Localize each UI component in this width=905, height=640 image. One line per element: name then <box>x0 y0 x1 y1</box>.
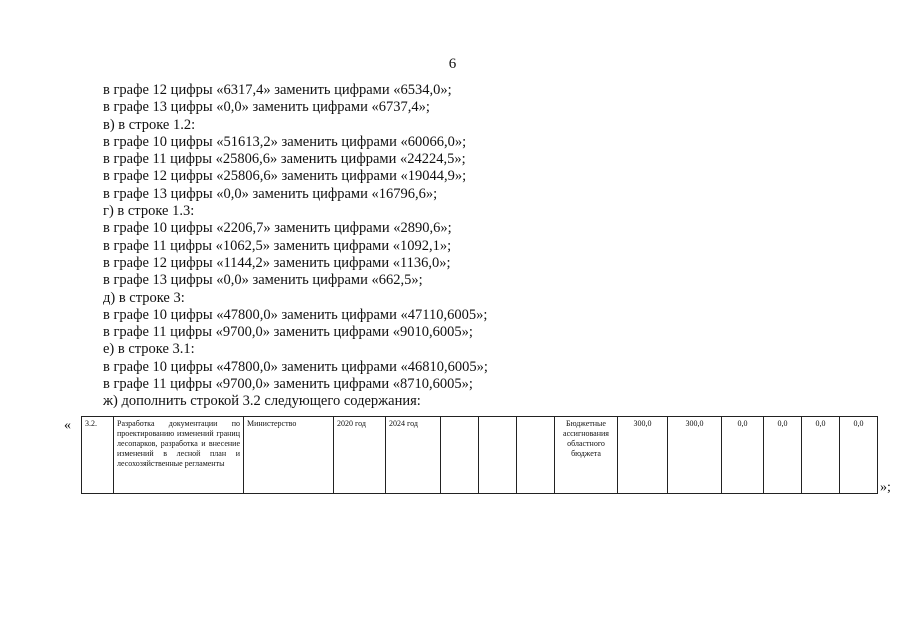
text-line: в графе 10 цифры «47800,0» заменить цифрами «47110,6005»; <box>103 306 488 323</box>
text-line: в) в строке 1.2: <box>103 116 196 133</box>
text-line: в графе 10 цифры «47800,0» заменить цифрами «46810,6005»; <box>103 358 488 375</box>
text-line: в графе 12 цифры «1144,2» заменить цифрами «1136,0»; <box>103 254 451 271</box>
text-line: в графе 13 цифры «0,0» заменить цифрами «16796,6»; <box>103 185 438 202</box>
text-line: в графе 10 цифры «51613,2» заменить цифрами «60066,0»; <box>103 133 467 150</box>
row-value: 0,0 <box>722 417 764 494</box>
row-empty-cell <box>517 417 555 494</box>
text-line: в графе 11 цифры «9700,0» заменить цифрами «8710,6005»; <box>103 376 473 393</box>
text-line: в графе 11 цифры «9700,0» заменить цифрами «9010,6005»; <box>103 324 473 341</box>
row-value: 300,0 <box>668 417 722 494</box>
text-line: е) в строке 3.1: <box>103 341 195 358</box>
text-line: в графе 11 цифры «1062,5» заменить цифрами «1092,1»; <box>103 237 452 254</box>
row-end-year: 2024 год <box>386 417 441 494</box>
row-description: Разработка документации по проектированию изменений границ лесопарков, разработка и внесение изменений в лесной план и лесохозяйственные регламенты <box>114 417 244 494</box>
text-line: в графе 13 цифры «0,0» заменить цифрами «662,5»; <box>103 272 423 289</box>
row-value: 0,0 <box>840 417 878 494</box>
closing-quote: »; <box>880 480 891 495</box>
row-empty-cell <box>479 417 517 494</box>
row-number: 3.2. <box>82 417 114 494</box>
text-line: г) в строке 1.3: <box>103 203 195 220</box>
amendment-text <box>103 82 488 411</box>
row-funding-source: Бюджетные ассигнования областного бюджета <box>555 417 618 494</box>
row-start-year: 2020 год <box>334 417 386 494</box>
text-line: в графе 12 цифры «6317,4» заменить цифрами «6534,0»; <box>103 82 452 98</box>
row-executor: Министерство <box>244 417 334 494</box>
page-number: 6 <box>448 56 457 72</box>
row-value: 0,0 <box>764 417 802 494</box>
row-value: 0,0 <box>802 417 840 494</box>
row-empty-cell <box>441 417 479 494</box>
text-line: д) в строке 3: <box>103 289 185 306</box>
text-line: ж) дополнить строкой 3.2 следующего содержания: <box>103 393 421 410</box>
amendment-table <box>81 416 878 494</box>
text-line: в графе 10 цифры «2206,7» заменить цифрами «2890,6»; <box>103 220 452 237</box>
opening-quote: « <box>64 418 71 433</box>
table-row <box>82 417 878 494</box>
text-line: в графе 11 цифры «25806,6» заменить цифрами «24224,5»; <box>103 151 466 168</box>
row-value-total: 300,0 <box>618 417 668 494</box>
text-line: в графе 13 цифры «0,0» заменить цифрами «6737,4»; <box>103 99 430 116</box>
text-line: в графе 12 цифры «25806,6» заменить цифрами «19044,9»; <box>103 168 467 185</box>
